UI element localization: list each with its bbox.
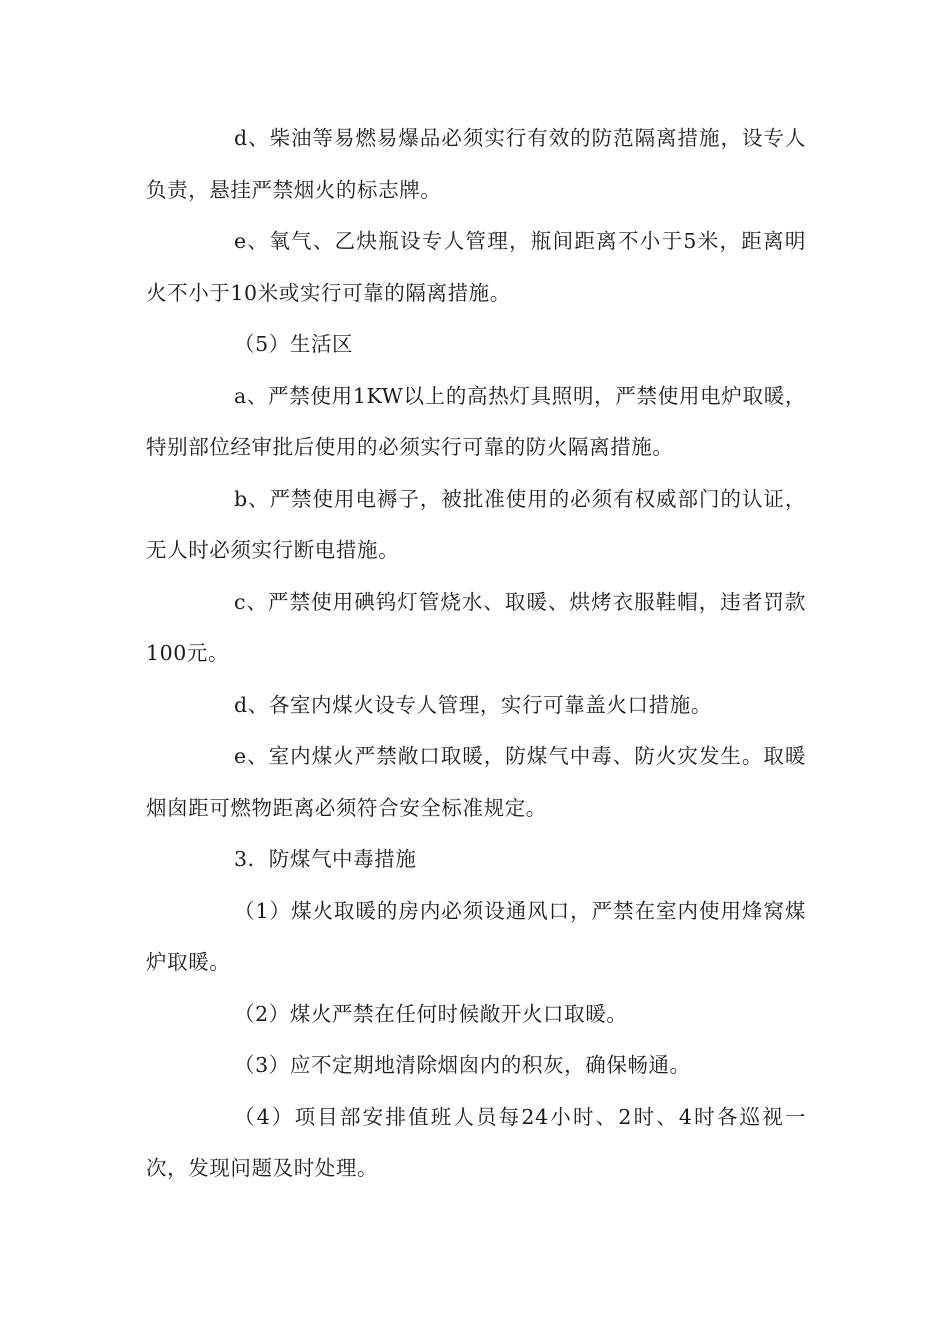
paragraph-a-lighting: a、严禁使用1KW以上的高热灯具照明，严禁使用电炉取暖，特别部位经审批后使用的必须实行可靠的防火隔离措施。 xyxy=(146,383,806,459)
paragraph-e-oxygen-acetylene: e、氧气、乙炔瓶设专人管理，瓶间距离不小于5米，距离明火不小于10米或实行可靠的隔离措施。 xyxy=(146,229,806,305)
document-body xyxy=(146,113,806,1195)
paragraph-d-coal-fire: d、各室内煤火设专人管理，实行可靠盖火口措施。 xyxy=(234,692,712,717)
section-heading-living-area: （5）生活区 xyxy=(234,332,354,356)
paragraph-b-electric-blanket: b、严禁使用电褥子，被批准使用的必须有权威部门的认证，无人时必须实行断电措施。 xyxy=(146,486,806,562)
paragraph-2-fire-opening: （2）煤火严禁在任何时候敞开火口取暖。 xyxy=(234,1001,628,1026)
paragraph-d-diesel: d、柴油等易燃易爆品必须实行有效的防范隔离措施，设专人负责，悬挂严禁烟火的标志牌。 xyxy=(146,126,806,202)
section-heading-gas-poisoning: 3．防煤气中毒措施 xyxy=(234,847,417,871)
paragraph-4-patrol: （4）项目部安排值班人员每24小时、2时、4时各巡视一次，发现问题及时处理。 xyxy=(146,1104,806,1180)
paragraph-c-iodine-lamp: c、严禁使用碘钨灯管烧水、取暖、烘烤衣服鞋帽，违者罚款100元。 xyxy=(146,589,806,665)
paragraph-1-ventilation: （1）煤火取暖的房内必须设通风口，严禁在室内使用烽窝煤炉取暖。 xyxy=(146,898,806,974)
paragraph-3-chimney: （3）应不定期地清除烟囱内的积灰，确保畅通。 xyxy=(234,1053,691,1077)
paragraph-e-open-fire: e、室内煤火严禁敞口取暖，防煤气中毒、防火灾发生。取暖烟囱距可燃物距离必须符合安全标准规定。 xyxy=(146,744,806,820)
